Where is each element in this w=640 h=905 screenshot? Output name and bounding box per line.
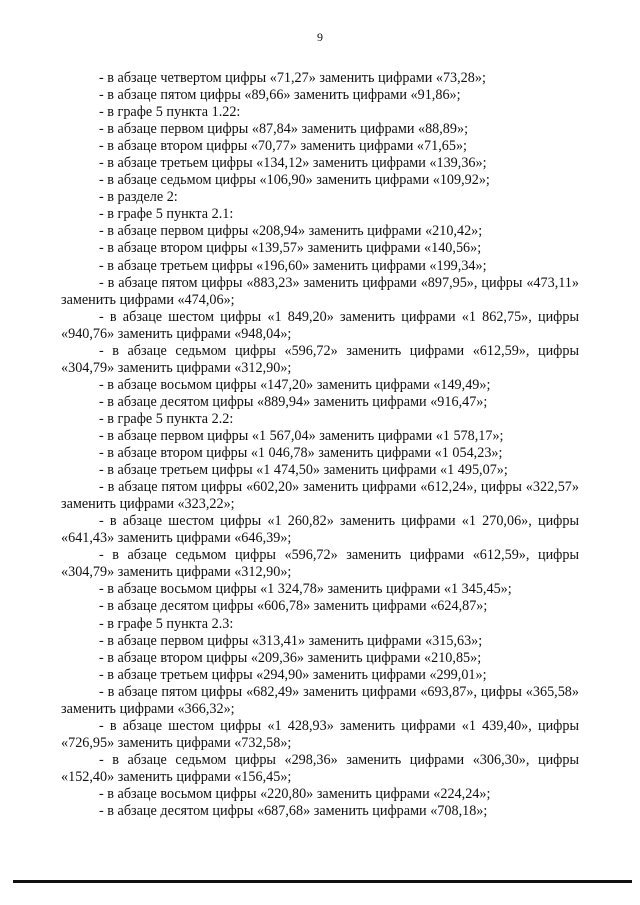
- text-line: - в разделе 2:: [99, 189, 178, 206]
- text-line: «304,79» заменить цифрами «312,90»;: [61, 564, 292, 581]
- text-line: - в абзаце первом цифры «1 567,04» заменить цифрами «1 578,17»;: [99, 427, 504, 444]
- text-line: - в абзаце третьем цифры «1 474,50» заменить цифрами «1 495,07»;: [99, 462, 508, 479]
- text-line: - в абзаце втором цифры «209,36» заменить цифрами «210,85»;: [99, 649, 482, 666]
- text-line: - в абзаце шестом цифры «1 428,93» заменить цифрами «1 439,40», цифры: [99, 717, 579, 734]
- text-line: - в абзаце восьмом цифры «1 324,78» заменить цифрами «1 345,45»;: [99, 581, 512, 598]
- text-line: - в абзаце первом цифры «87,84» заменить цифрами «88,89»;: [99, 121, 469, 138]
- text-line: «940,76» заменить цифрами «948,04»;: [61, 325, 292, 342]
- text-line: «641,43» заменить цифрами «646,39»;: [61, 530, 292, 547]
- amendment-list: [61, 70, 579, 820]
- text-line: - в абзаце четвертом цифры «71,27» заменить цифрами «73,28»;: [99, 70, 486, 86]
- text-line: «152,40» заменить цифрами «156,45»;: [61, 768, 292, 785]
- text-line: - в абзаце седьмом цифры «596,72» заменить цифрами «612,59», цифры: [99, 342, 579, 359]
- text-line: - в абзаце седьмом цифры «298,36» заменить цифрами «306,30», цифры: [99, 751, 579, 768]
- text-line: «726,95» заменить цифрами «732,58»;: [61, 734, 292, 751]
- text-line: - в абзаце втором цифры «70,77» заменить цифрами «71,65»;: [99, 138, 467, 155]
- text-line: - в абзаце шестом цифры «1 849,20» заменить цифрами «1 862,75», цифры: [99, 308, 579, 325]
- text-line: - в абзаце седьмом цифры «596,72» заменить цифрами «612,59», цифры: [99, 547, 579, 564]
- text-line: - в абзаце пятом цифры «883,23» заменить цифрами «897,95», цифры «473,11»: [99, 274, 579, 291]
- text-line: - в абзаце третьем цифры «196,60» заменить цифрами «199,34»;: [99, 257, 487, 274]
- text-line: - в абзаце седьмом цифры «106,90» заменить цифрами «109,92»;: [99, 172, 490, 189]
- text-line: - в абзаце втором цифры «139,57» заменить цифрами «140,56»;: [99, 240, 482, 257]
- text-line: - в абзаце пятом цифры «682,49» заменить цифрами «693,87», цифры «365,58»: [99, 683, 579, 700]
- text-line: - в графе 5 пункта 2.3:: [99, 615, 234, 632]
- page-bottom-rule: [13, 880, 632, 883]
- text-line: - в абзаце третьем цифры «134,12» заменить цифрами «139,36»;: [99, 155, 487, 172]
- text-line: - в абзаце десятом цифры «687,68» заменить цифрами «708,18»;: [99, 803, 488, 820]
- text-line: «304,79» заменить цифрами «312,90»;: [61, 359, 292, 376]
- page-number: 9: [317, 30, 323, 44]
- text-line: - в абзаце шестом цифры «1 260,82» заменить цифрами «1 270,06», цифры: [99, 513, 579, 530]
- text-line: - в абзаце восьмом цифры «147,20» заменить цифрами «149,49»;: [99, 376, 491, 393]
- text-line: - в графе 5 пункта 2.2:: [99, 410, 234, 427]
- text-line: - в абзаце пятом цифры «89,66» заменить цифрами «91,86»;: [99, 87, 461, 104]
- text-line: - в графе 5 пункта 2.1:: [99, 206, 234, 223]
- text-line: заменить цифрами «474,06»;: [61, 291, 235, 308]
- text-line: заменить цифрами «323,22»;: [61, 496, 235, 513]
- text-line: - в абзаце пятом цифры «602,20» заменить цифрами «612,24», цифры «322,57»: [99, 479, 579, 496]
- text-line: - в абзаце втором цифры «1 046,78» заменить цифрами «1 054,23»;: [99, 445, 503, 462]
- text-line: - в графе 5 пункта 1.22:: [99, 104, 241, 121]
- text-line: - в абзаце восьмом цифры «220,80» заменить цифрами «224,24»;: [99, 785, 491, 802]
- text-line: - в абзаце первом цифры «313,41» заменить цифрами «315,63»;: [99, 632, 483, 649]
- text-line: - в абзаце третьем цифры «294,90» заменить цифрами «299,01»;: [99, 666, 487, 683]
- text-line: - в абзаце десятом цифры «606,78» заменить цифрами «624,87»;: [99, 598, 488, 615]
- text-line: - в абзаце первом цифры «208,94» заменить цифрами «210,42»;: [99, 223, 483, 240]
- text-line: - в абзаце десятом цифры «889,94» заменить цифрами «916,47»;: [99, 393, 488, 410]
- text-line: заменить цифрами «366,32»;: [61, 700, 235, 717]
